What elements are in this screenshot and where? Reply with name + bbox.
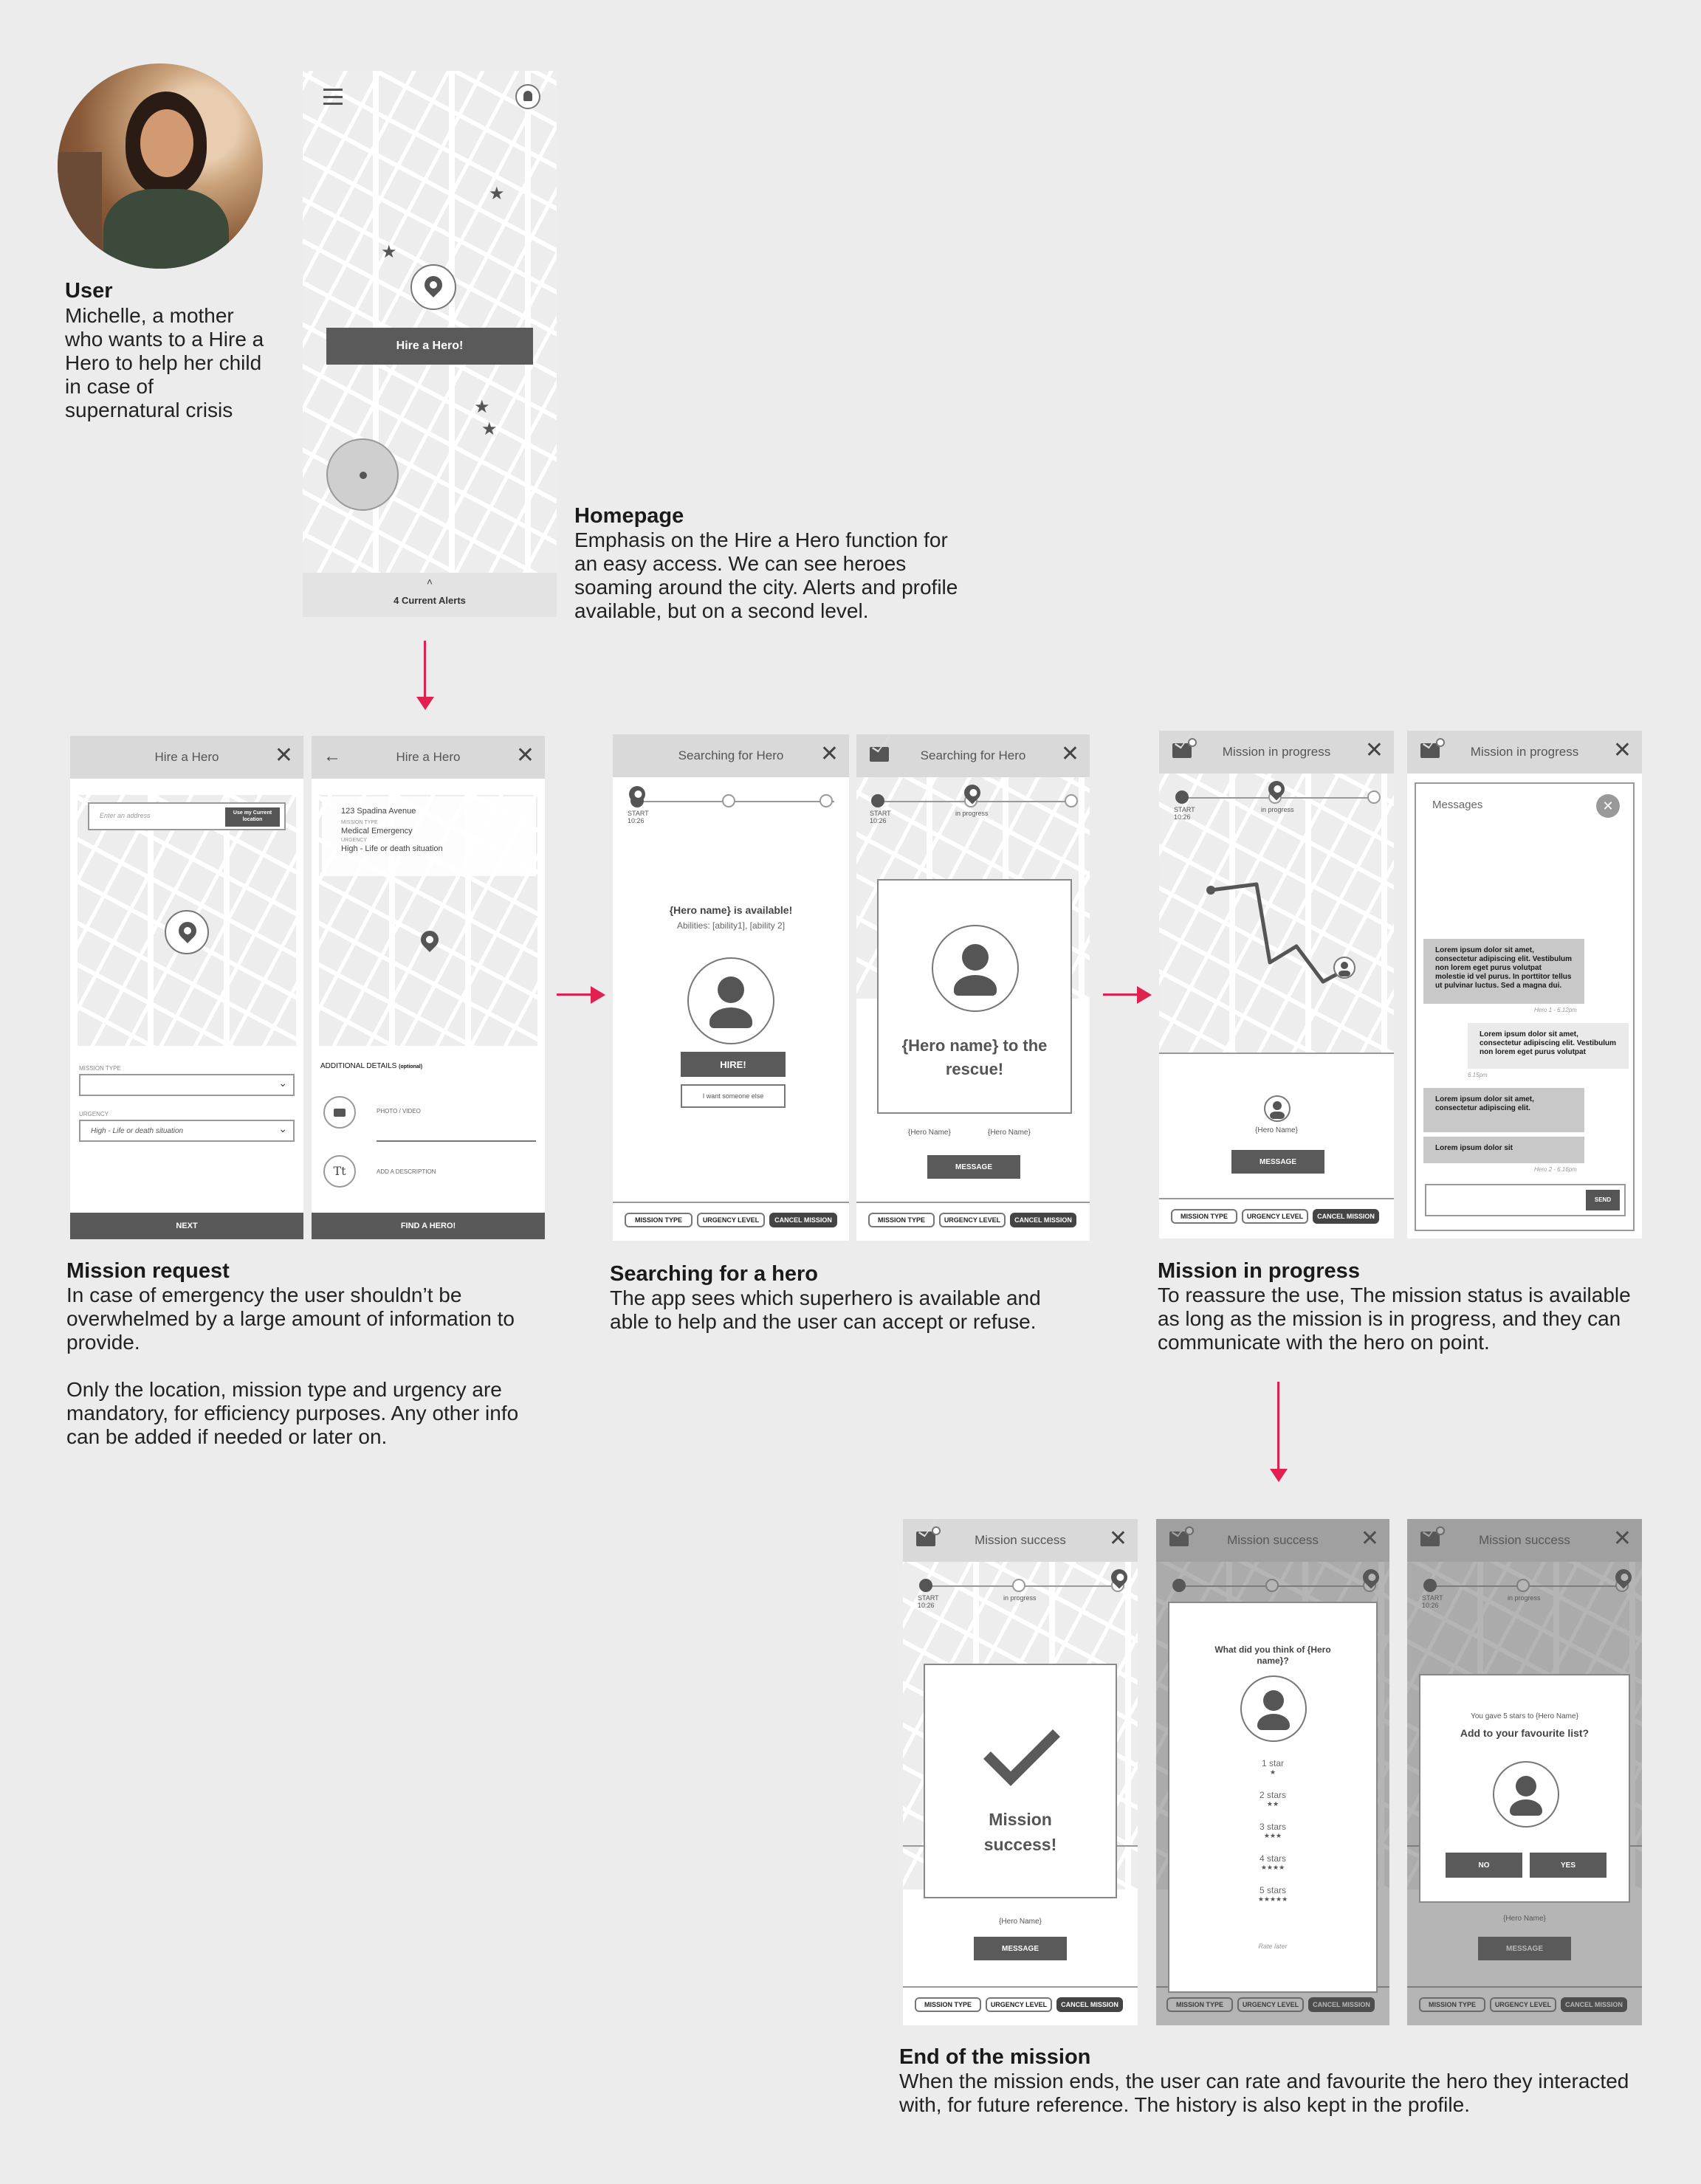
chevron-down-icon: ⌄ <box>278 1123 287 1134</box>
message-bubble: Lorem ipsum dolor sit amet, consectetur adipiscing elit. <box>1423 1088 1584 1132</box>
cancel-mission-pill[interactable]: CANCEL MISSION <box>1010 1213 1076 1227</box>
hero-avatar <box>932 925 1019 1012</box>
urgency-label: URGENCY <box>79 1111 109 1117</box>
add-description-label[interactable]: ADD A DESCRIPTION <box>377 1168 436 1175</box>
chevron-up-icon: ˄ <box>426 576 433 588</box>
message-bubble: Lorem ipsum dolor sit amet, consectetur adipiscing elit. Vestibulum non lorem eget purus volutpat molestie id vel purus. In porttitor tellus ut pulvinar luctus. Sed a magna dui. <box>1423 939 1584 1004</box>
message-button[interactable]: MESSAGE <box>974 1937 1067 1960</box>
additional-details-label: ADDITIONAL DETAILS (optional) <box>320 1062 423 1070</box>
header-title: Mission success <box>1479 1533 1570 1547</box>
hero-name: {Hero Name} <box>1503 1915 1546 1923</box>
hire-button[interactable]: HIRE! <box>681 1052 786 1077</box>
hero-avatar <box>687 957 774 1044</box>
homepage-title: Homepage <box>574 504 684 528</box>
header-title: Mission in progress <box>1470 745 1579 759</box>
urgency-level-pill[interactable]: URGENCY LEVEL <box>939 1213 1006 1227</box>
text-icon[interactable]: Tt <box>323 1155 356 1188</box>
hero-star-icon[interactable]: ★ <box>481 419 498 439</box>
cancel-mission-pill[interactable]: CANCEL MISSION <box>1308 1997 1375 2012</box>
end-description: When the mission ends, the user can rate and favourite the hero they interacted with, for future reference. The history is also kept in the profile. <box>899 2070 1629 2116</box>
close-icon[interactable]: ✕ <box>1060 742 1079 766</box>
address-value: 123 Spadina Avenue <box>341 807 416 816</box>
in-progress-description: To reassure the use, The mission status is available as long as the mission is in progress, and they can communicate with the hero on point. <box>1158 1284 1631 1354</box>
alerts-bar[interactable] <box>303 573 557 617</box>
find-hero-button[interactable]: FIND A HERO! <box>312 1213 545 1239</box>
rating-label: 1 star <box>1261 1758 1284 1768</box>
message-bubble: Lorem ipsum dolor sit amet, consectetur adipiscing elit. Vestibulum non lorem eget purus volutpat <box>1468 1023 1629 1069</box>
searching-description: The app sees which superhero is available and able to help and the user can accept or refuse. <box>610 1286 1041 1333</box>
back-arrow-icon[interactable]: ← <box>323 746 341 766</box>
yes-button[interactable]: YES <box>1530 1853 1606 1878</box>
notification-bell-icon[interactable] <box>515 84 540 109</box>
flow-arrow-head <box>1270 1469 1288 1482</box>
rating-stars-icon: ★★★ <box>1263 1832 1282 1839</box>
flow-arrow-head <box>416 697 434 710</box>
user-title: User <box>65 279 113 303</box>
flow-arrow <box>1277 1382 1279 1470</box>
mission-progress: START 10:26 in progress <box>856 779 1090 823</box>
mission-progress: START 10:26 in progress <box>903 1563 1138 1608</box>
in-progress-screen-1 <box>1159 731 1394 1239</box>
rating-modal <box>1168 1602 1378 1993</box>
message-button[interactable]: MESSAGE <box>1231 1150 1324 1174</box>
rating-option[interactable] <box>1169 1853 1376 1871</box>
homepage-screen <box>303 71 557 617</box>
someone-else-button[interactable]: I want someone else <box>681 1084 786 1108</box>
header-title: Mission in progress <box>1222 745 1331 759</box>
user-location-pin <box>410 264 456 310</box>
mission-progress: START 10:26 <box>613 779 849 823</box>
checkmark-icon <box>981 1729 1062 1788</box>
message-input[interactable] <box>1425 1184 1626 1216</box>
urgency-select[interactable]: High - Life or death situation ⌄ <box>79 1120 295 1142</box>
message-button[interactable]: MESSAGE <box>1478 1937 1571 1960</box>
rating-stars-icon: ★ <box>1269 1768 1276 1776</box>
end-screen-2 <box>1156 1519 1389 2025</box>
flow-arrow <box>557 993 592 996</box>
mission-request-description-1: In case of emergency the user shouldn’t be overwhelmed by a large amount of information to provide. <box>66 1284 515 1354</box>
mission-request-description-2: Only the location, mission type and urgency are mandatory, for efficiency purposes. Any other info can be added if needed or later on. <box>66 1378 519 1448</box>
rating-stars-icon: ★★★★ <box>1260 1864 1285 1871</box>
cancel-mission-pill[interactable]: CANCEL MISSION <box>769 1213 837 1227</box>
searching-title: Searching for a hero <box>610 1262 819 1286</box>
cancel-mission-pill[interactable]: CANCEL MISSION <box>1561 1997 1627 2012</box>
header-title: Hire a Hero <box>396 750 461 764</box>
menu-icon[interactable] <box>323 89 343 105</box>
end-screen-3: Mission success ✕ START 10:26 in progress {Hero Name} MESSAGE MISSION TYPE URGENCY LEVEL CANCEL MISSION You gave 5 stars to {Hero Name} Add to your favourite list? NO YES <box>1407 1519 1642 2025</box>
mission-request-screen-2 <box>312 736 545 1239</box>
chevron-down-icon: ⌄ <box>278 1077 287 1089</box>
mission-type-select[interactable] <box>79 1074 295 1096</box>
end-title: End of the mission <box>899 2045 1091 2069</box>
header-title: Searching for Hero <box>920 748 1026 762</box>
close-icon[interactable]: ✕ <box>1612 738 1632 762</box>
mission-progress: START 10:26 in progress <box>1159 775 1394 819</box>
flow-arrow-head <box>591 986 605 1004</box>
cancel-mission-pill[interactable]: CANCEL MISSION <box>1056 1997 1123 2012</box>
mission-type-pill[interactable]: MISSION TYPE <box>1171 1209 1237 1224</box>
hero-location-avatar[interactable] <box>1333 957 1355 979</box>
rating-label: 2 stars <box>1259 1790 1286 1800</box>
urgency-level-pill[interactable]: URGENCY LEVEL <box>1237 1997 1304 2012</box>
close-icon[interactable]: ✕ <box>515 743 535 768</box>
hero-radius-circle <box>326 438 399 511</box>
favourite-modal <box>1419 1674 1630 1903</box>
alerts-label: 4 Current Alerts <box>394 595 466 606</box>
use-location-button[interactable]: Use my Current location <box>225 807 280 827</box>
header-title: Mission success <box>1227 1533 1319 1547</box>
messages-panel: Messages ✕ Lorem ipsum dolor sit amet, consectetur adipiscing elit. Vestibulum non lorem eget purus volutpat molestie id vel purus. In porttitor tellus ut pulvinar luctus. Sed a magna dui. Hero 1 - 6.12pm Lorem ipsum dolor sit amet, consectetur adipiscing elit. Vestibulum non lorem eget purus volutpat 6.15pm Lorem ipsum dolor sit amet, consectetur adipiscing elit. Lorem ipsum dolor sit Hero 2 - 6.16pm SEND <box>1415 782 1635 1231</box>
rating-option[interactable] <box>1169 1822 1376 1839</box>
mission-type-label: MISSION TYPE <box>79 1065 121 1072</box>
send-button[interactable]: SEND <box>1586 1190 1620 1210</box>
hero-avatar <box>1493 1761 1559 1828</box>
envelope-icon[interactable] <box>1420 743 1440 758</box>
message-bubble: Lorem ipsum dolor sit <box>1423 1137 1584 1163</box>
gave-stars-text: You gave 5 stars to {Hero Name} <box>1471 1712 1578 1720</box>
in-progress-screen-2 <box>1407 731 1642 1239</box>
favourite-question: Add to your favourite list? <box>1460 1727 1590 1739</box>
rating-label: 5 stars <box>1259 1885 1286 1895</box>
message-button[interactable]: MESSAGE <box>927 1155 1020 1179</box>
rating-question: What did you think of {Hero name}? <box>1214 1644 1331 1666</box>
flow-arrow <box>1103 993 1138 996</box>
mission-type-pill[interactable]: MISSION TYPE <box>868 1213 935 1227</box>
photo-video-label[interactable]: PHOTO / VIDEO <box>377 1108 421 1115</box>
rating-option[interactable] <box>1169 1790 1376 1808</box>
hero-avatar <box>1264 1095 1291 1122</box>
rating-option[interactable] <box>1169 1758 1376 1776</box>
close-icon[interactable]: ✕ <box>274 743 293 768</box>
mission-type-pill[interactable]: MISSION TYPE <box>915 1997 981 2012</box>
hero-rescue-modal <box>877 879 1072 1114</box>
hero-star-icon[interactable]: ★ <box>474 397 490 417</box>
urgency-value: High - Life or death situation <box>341 844 443 853</box>
searching-screen-2 <box>856 734 1090 1241</box>
no-button[interactable]: NO <box>1446 1853 1522 1878</box>
urgency-level-pill[interactable]: URGENCY LEVEL <box>1242 1209 1308 1224</box>
mission-request-screen-1 <box>70 736 303 1239</box>
flow-arrow <box>424 641 426 700</box>
mission-request-title: Mission request <box>66 1259 230 1283</box>
hero-route-line <box>1159 731 1394 1055</box>
success-text: Mission success! <box>983 1810 1057 1854</box>
mission-type-pill[interactable]: MISSION TYPE <box>625 1213 693 1227</box>
rating-label: 3 stars <box>1259 1822 1286 1832</box>
user-description: Michelle, a mother who wants to a Hire a Hero to help her child in case of supernatural crisis <box>65 304 264 421</box>
hero-a-name: {Hero Name} <box>908 1129 951 1137</box>
header-title: Hire a Hero <box>154 750 219 764</box>
homepage-description: Emphasis on the Hire a Hero function for an easy access. We can see heroes soaming around the city. Alerts and profile available, but on a second level. <box>574 528 958 622</box>
next-button[interactable]: NEXT <box>70 1213 303 1239</box>
cancel-mission-pill[interactable]: CANCEL MISSION <box>1313 1209 1379 1224</box>
hero-name: {Hero Name} <box>999 1918 1042 1926</box>
flow-arrow-head <box>1137 986 1152 1004</box>
hero-available-text: {Hero name} is available! <box>669 904 793 916</box>
close-icon[interactable]: ✕ <box>819 742 839 766</box>
hero-star-icon[interactable]: ★ <box>381 242 397 262</box>
address-input[interactable]: Enter an address Use my Current location <box>88 802 286 830</box>
rate-later-link[interactable]: Rate later <box>1258 1943 1288 1950</box>
urgency-level-pill[interactable]: URGENCY LEVEL <box>697 1213 765 1227</box>
mission-type-value: Medical Emergency <box>341 827 413 836</box>
header-title: Mission success <box>975 1533 1066 1547</box>
user-photo <box>58 63 263 269</box>
rating-stars-icon: ★★ <box>1266 1800 1279 1808</box>
rating-label: 4 stars <box>1259 1853 1286 1864</box>
urgency-level-pill[interactable]: URGENCY LEVEL <box>1490 1997 1556 2012</box>
summary-card: 123 Spadina Avenue MISSION TYPE Medical Emergency URGENCY High - Life or death situation <box>322 796 536 876</box>
mission-success-modal <box>924 1664 1117 1898</box>
hero-star-icon[interactable]: ★ <box>489 184 505 204</box>
urgency-level-pill[interactable]: URGENCY LEVEL <box>986 1997 1052 2012</box>
hero-b-name: {Hero Name} <box>988 1129 1031 1137</box>
header-title: Searching for Hero <box>678 748 784 762</box>
envelope-icon[interactable] <box>870 747 889 762</box>
camera-icon[interactable] <box>323 1096 356 1129</box>
close-icon[interactable]: ✕ <box>1364 738 1384 762</box>
mission-type-pill[interactable]: MISSION TYPE <box>1419 1997 1485 2012</box>
location-pin <box>165 910 209 954</box>
end-screen-1 <box>903 1519 1138 2025</box>
rating-stars-icon: ★★★★★ <box>1257 1895 1288 1903</box>
hero-avatar <box>1240 1675 1307 1742</box>
messages-title: Messages <box>1432 799 1483 811</box>
rescue-text: {Hero name} to the rescue! <box>901 1036 1048 1078</box>
close-icon[interactable]: ✕ <box>1360 1526 1379 1551</box>
abilities-text: Abilities: [ability1], [ability 2] <box>676 920 786 931</box>
mission-type-pill[interactable]: MISSION TYPE <box>1166 1997 1233 2012</box>
close-icon[interactable]: ✕ <box>1612 1526 1632 1551</box>
envelope-icon[interactable] <box>916 1532 935 1546</box>
hero-name: {Hero Name} <box>1255 1126 1298 1134</box>
rating-option[interactable] <box>1169 1885 1376 1903</box>
close-icon[interactable]: ✕ <box>1108 1526 1127 1551</box>
searching-screen-1 <box>613 734 849 1241</box>
in-progress-title: Mission in progress <box>1158 1259 1360 1283</box>
close-messages-icon[interactable]: ✕ <box>1596 794 1620 818</box>
hire-a-hero-button[interactable]: Hire a Hero! <box>326 328 533 365</box>
